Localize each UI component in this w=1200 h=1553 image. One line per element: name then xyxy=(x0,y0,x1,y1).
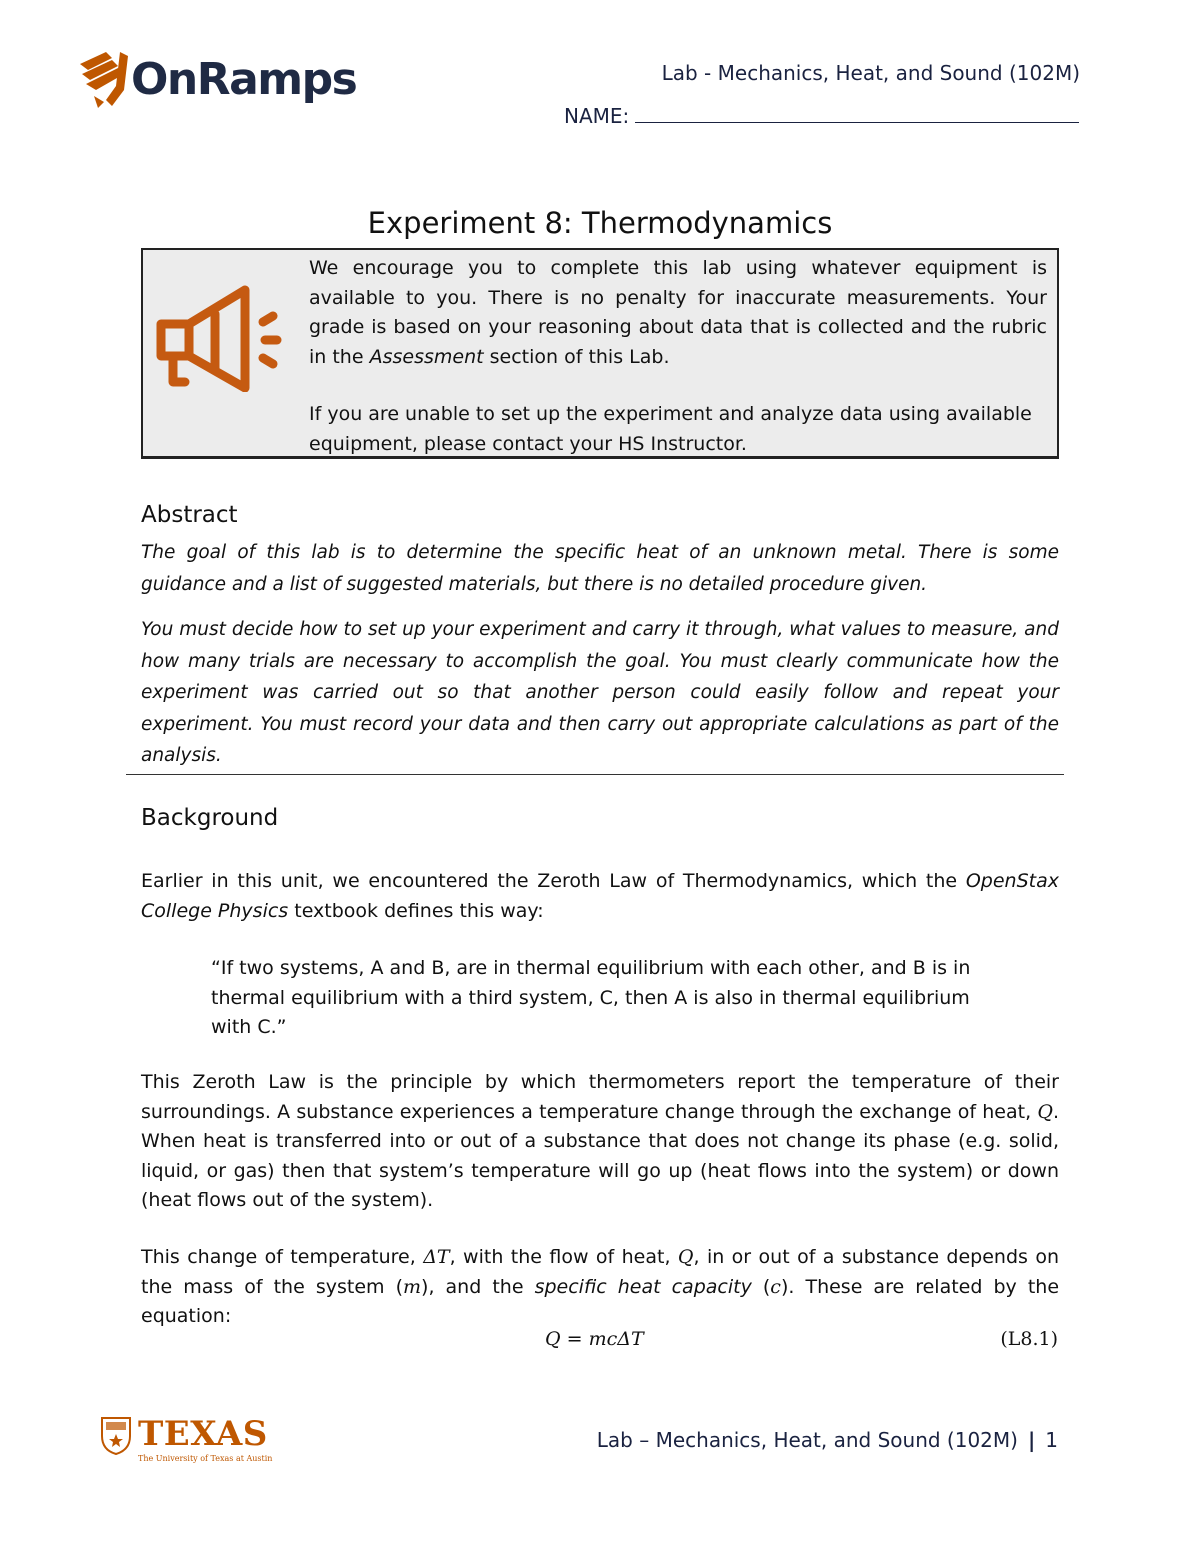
texas-wordmark: TEXAS xyxy=(138,1414,268,1454)
page-title: Experiment 8: Thermodynamics xyxy=(367,206,833,240)
name-field[interactable] xyxy=(564,104,1079,128)
abstract-paragraph-2: You must decide how to set up your experiment and carry it through, what values to measure, and how many trials are necessary to accomplish the goal. You must clearly communicate how the experiment was carried out so that another person could easily follow and repeat your experiment. You must record your data and then carry out appropriate calculations as part of the analysis. xyxy=(141,619,1059,766)
onramps-logo xyxy=(76,44,366,124)
section-divider xyxy=(126,774,1064,775)
equation-l8-1: Q = mcΔT xyxy=(545,1328,644,1350)
ut-austin-logo xyxy=(100,1414,273,1466)
footer xyxy=(597,1428,1058,1452)
background-paragraph-1: Earlier in this unit, we encountered the Zeroth Law of Thermodynamics, which the OpenStax College Physics textbook defines this way: xyxy=(141,870,1059,922)
page-number: 1 xyxy=(1045,1428,1058,1452)
megaphone-icon xyxy=(149,282,287,392)
notice-paragraph-1: We encourage you to complete this lab using whatever equipment is available to you. There is no penalty for inaccurate measurements. Your grade is based on your reasoning about data that is collected and the rubric in the Assessment section of this Lab. xyxy=(309,257,1047,368)
background-paragraph-3: This change of temperature, ΔT, with the flow of heat, Q, in or out of a substance depends on the mass of the system (m), and the specific heat capacity (c). These are related by the equation: xyxy=(141,1246,1060,1327)
footer-course: Lab – Mechanics, Heat, and Sound (102M) xyxy=(596,1428,1018,1452)
abstract-body xyxy=(141,537,1059,772)
notice-box xyxy=(141,248,1059,459)
footer-separator: | xyxy=(1027,1428,1036,1452)
name-label: NAME: xyxy=(564,104,630,128)
logo-text: OnRamps xyxy=(131,54,357,105)
header-course-title: Lab - Mechanics, Heat, and Sound (102M) xyxy=(661,61,1080,85)
onramps-mark-icon xyxy=(76,46,136,116)
background-paragraph-2: This Zeroth Law is the principle by which thermometers report the temperature of their surroundings. A substance experiences a temperature change through the exchange of heat, Q. When heat is transferred into or out of a substance that does not change its phase (e.g. solid, liquid, or gas) then that system’s temperature will go up (heat flows into the system) or down (heat flows out of the system). xyxy=(141,1071,1059,1211)
ut-shield-icon xyxy=(100,1416,132,1456)
texas-subtitle: The University of Texas at Austin xyxy=(138,1454,273,1463)
notice-text xyxy=(309,254,1047,459)
abstract-heading: Abstract xyxy=(141,502,238,528)
notice-paragraph-2: If you are unable to set up the experiment and analyze data using available equipment, please contact your HS Instructor. xyxy=(309,403,1032,455)
name-blank-line[interactable] xyxy=(635,104,1079,123)
zeroth-law-quote: “If two systems, A and B, are in thermal equilibrium with each other, and B is in thermal equilibrium with a third system, C, then A is also in thermal equilibrium with C.” xyxy=(211,957,971,1038)
equation-label: (L8.1) xyxy=(1000,1328,1058,1350)
background-heading: Background xyxy=(141,805,279,831)
abstract-paragraph-1: The goal of this lab is to determine the specific heat of an unknown metal. There is some guidance and a list of suggested materials, but there is no detailed procedure given. xyxy=(141,542,1059,595)
